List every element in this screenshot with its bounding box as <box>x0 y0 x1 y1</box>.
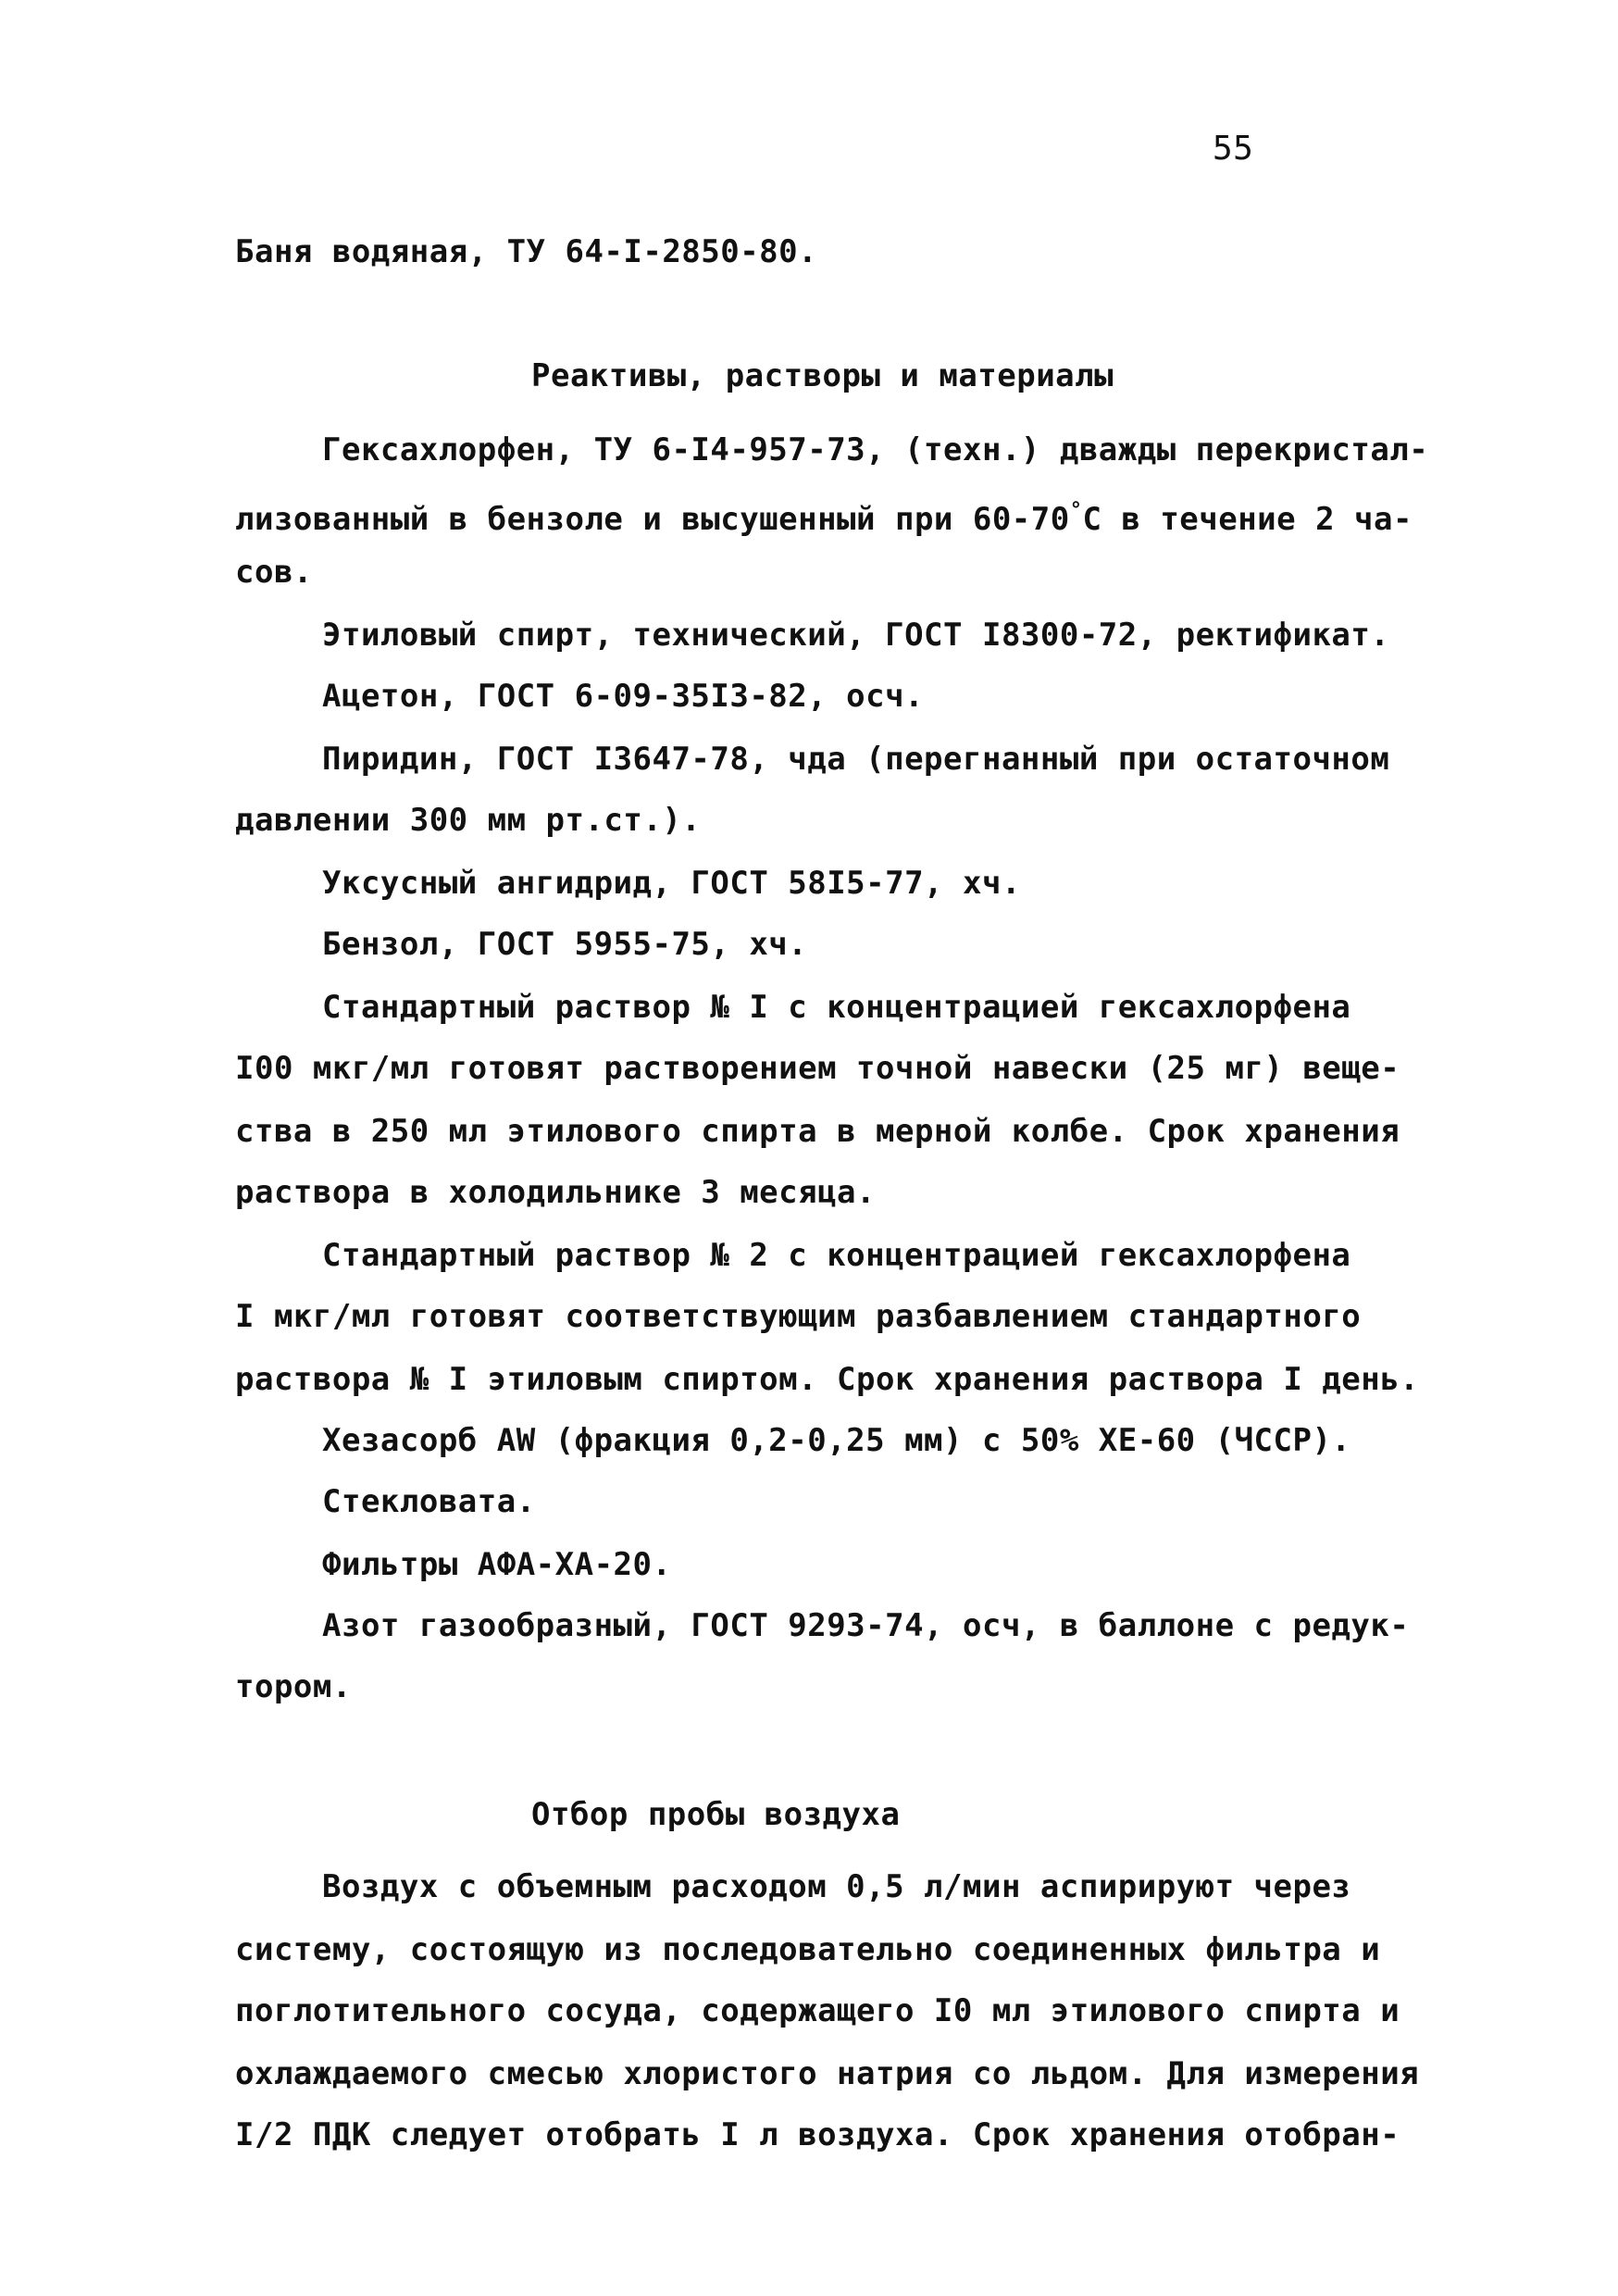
degree-sign: ° <box>1069 499 1083 522</box>
acetone-line: Ацетон, ГОСТ 6-09-35I3-82, осч. <box>322 678 925 715</box>
acetic-anhydride-line: Уксусный ангидрид, ГОСТ 58I5-77, хч. <box>322 865 1021 902</box>
standard-2-line-3: раствора № I этиловым спиртом. Срок хранения раствора I день. <box>235 1361 1420 1398</box>
sampling-line-5: I/2 ПДК следует отобрать I л воздуха. Срок хранения отобран- <box>235 2116 1400 2153</box>
sampling-line-1: Воздух с объемным расходом 0,5 л/мин аспирируют через <box>322 1868 1351 1905</box>
reagents-heading: Реактивы, растворы и материалы <box>531 357 1114 394</box>
chezasorb-line: Хезасорб AW (фракция 0,2-0,25 мм) с 50% ХЕ-60 (ЧССР). <box>322 1422 1351 1459</box>
standard-1-line-4: раствора в холодильнике 3 месяца. <box>235 1174 877 1211</box>
nitrogen-line-2: тором. <box>235 1668 352 1705</box>
filters-line: Фильтры АФА-ХА-20. <box>322 1546 672 1583</box>
sampling-heading: Отбор пробы воздуха <box>531 1796 901 1833</box>
standard-1-line-2: I00 мкг/мл готовят растворением точной навески (25 мг) веще- <box>235 1050 1400 1087</box>
page-number: 55 <box>1213 130 1254 168</box>
hexachlorophene-text-a: лизованный в бензоле и высушенный при 60-70 <box>235 501 1070 538</box>
hexachlorophene-line-1: Гексахлорфен, ТУ 6-I4-957-73, (техн.) дважды перекристал- <box>322 431 1429 468</box>
sampling-line-4: охлаждаемого смесью хлористого натрия со льдом. Для измерения <box>235 2055 1420 2092</box>
standard-1-line-3: ства в 250 мл этилового спирта в мерной колбе. Срок хранения <box>235 1113 1400 1150</box>
sampling-line-3: поглотительного сосуда, содержащего I0 мл этилового спирта и <box>235 1992 1400 2029</box>
pyridine-line-2: давлении 300 мм рт.ст.). <box>235 802 702 839</box>
bath-line: Баня водяная, ТУ 64-I-2850-80. <box>235 233 818 270</box>
pyridine-line-1: Пиридин, ГОСТ I3647-78, чда (перегнанный при остаточном <box>322 741 1390 778</box>
hexachlorophene-text-b: С в течение 2 ча- <box>1082 501 1413 538</box>
ethanol-line: Этиловый спирт, технический, ГОСТ I8300-72, ректификат. <box>322 617 1390 654</box>
nitrogen-line-1: Азот газообразный, ГОСТ 9293-74, осч, в баллоне с редук- <box>322 1607 1410 1644</box>
standard-2-line-2: I мкг/мл готовят соответствующим разбавлением стандартного <box>235 1298 1362 1335</box>
sampling-line-2: систему, состоящую из последовательно соединенных фильтра и <box>235 1931 1381 1968</box>
standard-1-line-1: Стандартный раствор № I с концентрацией гексахлорфена <box>322 989 1351 1026</box>
hexachlorophene-line-3: сов. <box>235 554 313 591</box>
standard-2-line-1: Стандартный раствор № 2 с концентрацией гексахлорфена <box>322 1237 1351 1274</box>
glass-wool-line: Стекловата. <box>322 1483 536 1520</box>
hexachlorophene-line-2 <box>235 491 1413 540</box>
benzene-line: Бензол, ГОСТ 5955-75, хч. <box>322 926 808 963</box>
